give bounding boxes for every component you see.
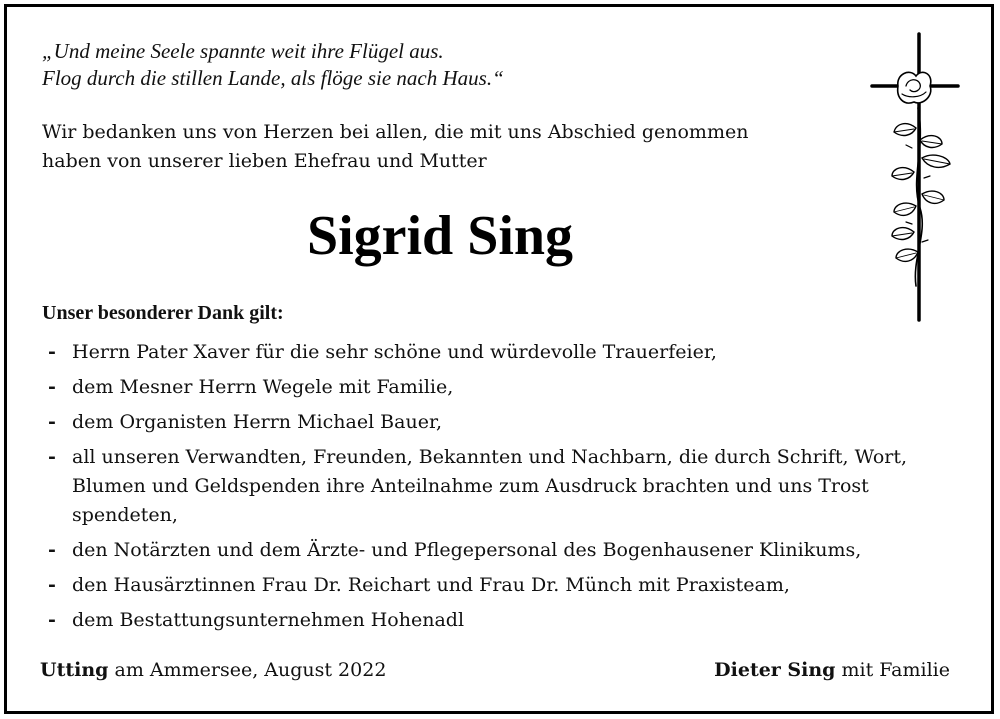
list-item: [42, 408, 972, 437]
bullet-dash: -: [48, 609, 56, 631]
list-item-text: all unseren Verwandten, Freunden, Bekannten und Nachbarn, die durch Schrift, Wort, Blumen und Geldspenden ihre Anteilnahme zum Ausdruck brachten und uns Trost spendeten,: [72, 446, 908, 526]
list-item-text: dem Bestattungsunternehmen Hohenadl: [72, 609, 465, 631]
bullet-dash: -: [48, 376, 56, 398]
thanks-heading: Unser besonderer Dank gilt:: [42, 302, 284, 324]
deceased-name: Sigrid Sing: [306, 205, 574, 267]
place-name: Utting: [40, 659, 109, 681]
bullet-dash: -: [48, 446, 56, 468]
cross-with-rose-icon: [866, 28, 966, 324]
thanks-list: [42, 338, 972, 641]
list-item-text: den Notärzten und dem Ärzte- und Pflegepersonal des Bogenhausener Klinikums,: [72, 539, 862, 561]
list-item-text: dem Organisten Herrn Michael Bauer,: [72, 411, 442, 433]
list-item: [42, 338, 972, 367]
bullet-dash: -: [48, 341, 56, 363]
list-item-text: dem Mesner Herrn Wegele mit Familie,: [72, 376, 454, 398]
list-item: [42, 536, 972, 565]
signer-name: Dieter Sing: [714, 659, 836, 681]
bullet-dash: -: [48, 574, 56, 596]
list-item: [42, 606, 972, 635]
place-date-rest: am Ammersee, August 2022: [108, 659, 387, 681]
list-item: [42, 443, 972, 530]
list-item: [42, 571, 972, 600]
quote-line-1: „Und meine Seele spannte weit ihre Flügel aus.: [42, 39, 444, 63]
intro-line-1: Wir bedanken uns von Herzen bei allen, die mit uns Abschied genommen: [42, 121, 749, 143]
bullet-dash: -: [48, 411, 56, 433]
quote-block: [42, 38, 504, 92]
place-date: [40, 656, 386, 684]
list-item-text: Herrn Pater Xaver für die sehr schöne und würdevolle Trauerfeier,: [72, 341, 717, 363]
intro-text: [42, 118, 748, 176]
bullet-dash: -: [48, 539, 56, 561]
intro-line-2: haben von unserer lieben Ehefrau und Mutter: [42, 150, 487, 172]
signature: [714, 656, 950, 684]
signer-rest: mit Familie: [835, 659, 950, 681]
list-item: [42, 373, 972, 402]
list-item-text: den Hausärztinnen Frau Dr. Reichart und Frau Dr. Münch mit Praxisteam,: [72, 574, 790, 596]
quote-line-2: Flog durch die stillen Lande, als flöge sie nach Haus.“: [42, 66, 504, 90]
